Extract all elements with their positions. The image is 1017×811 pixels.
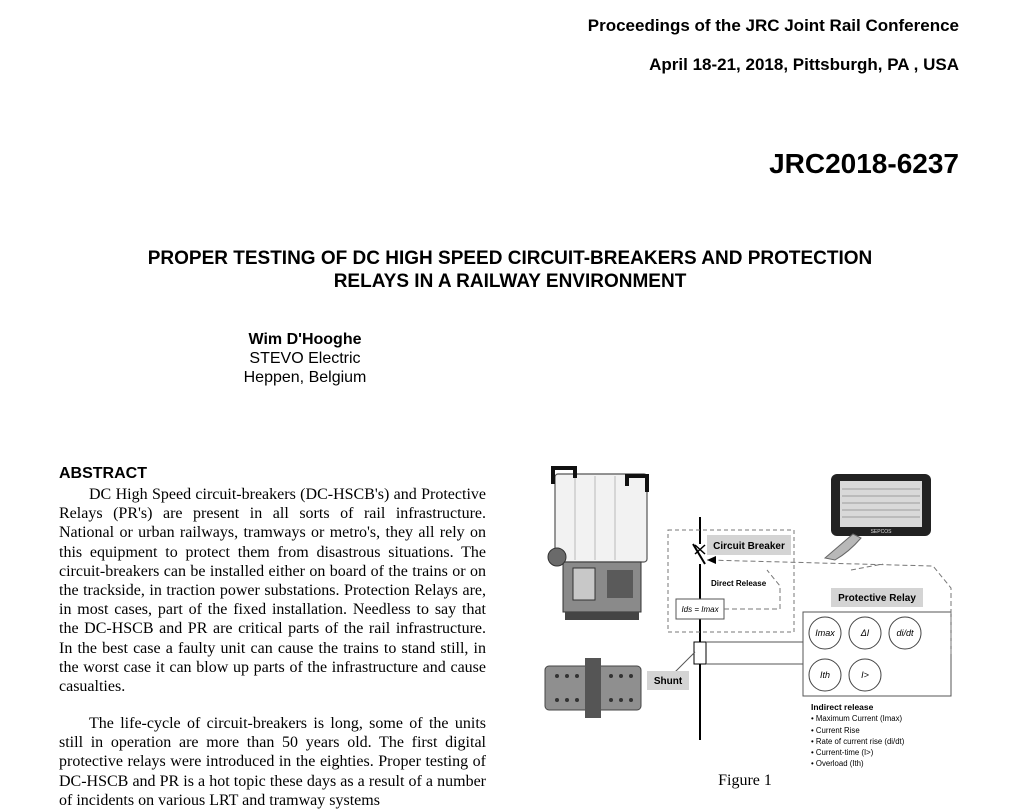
author-name: Wim D'Hooghe: [248, 331, 362, 348]
paper-title: [110, 247, 910, 293]
figure-diagram: [535, 462, 960, 772]
direct-release-label: Direct Release: [711, 579, 767, 588]
paper-id: JRC2018-6237: [769, 148, 959, 179]
indirect-release-title: Indirect release: [811, 702, 874, 712]
protective-relay-label: Protective Relay: [838, 593, 916, 604]
tablet-brand-label: SEPCOS: [870, 529, 892, 535]
abstract-paragraph-1: DC High Speed circuit-breakers (DC-HSCB's) and Protective Relays (PR's) are present in all sorts of rail infrastructure. National or urban railways, tramways or metro's, they all rely on this equipment to protect them from disastrous situations. The circuit-breakers can be installed either on board of the trains or on the trackside, in traction power substations. Protection Relays are, in most cases, part of the fixed installation. Needless to say that the DC-HSCB and PR are critical parts of the rail infrastructure. In the best case a faulty unit can cause the trains to stand still, in the worst case it can blow up parts of the infrastructure and cause casualties.: [59, 486, 486, 696]
circuit-breaker-device-image: [548, 468, 647, 620]
shunt-device-image: [545, 658, 641, 718]
indirect-release-item-1: • Maximum Current (Imax): [811, 714, 903, 723]
delta-i-label: ΔI: [860, 628, 870, 638]
imax-label: Imax: [815, 628, 835, 638]
indirect-release-arrow: [707, 556, 716, 564]
circuit-main-line: [693, 517, 705, 740]
indirect-release-path-tablet: [851, 564, 883, 570]
indirect-release-item-3: • Rate of current rise (di/dt): [811, 737, 905, 746]
abstract-paragraph-2: The life-cycle of circuit-breakers is long, some of the units still in operation are more than 50 years old. The first digital protective relays were introduced in the eighties. Proper testing of DC-HSCB and PR is a hot topic these days as a result of a number of incidents on various LRT and tramway systems: [59, 715, 486, 809]
author-affiliation: STEVO Electric: [249, 350, 361, 367]
ith-label: Ith: [819, 670, 831, 680]
paper-title-line-1: PROPER TESTING OF DC HIGH SPEED CIRCUIT-BREAKERS AND PROTECTION: [147, 248, 873, 269]
shunt-pointer: [673, 652, 695, 674]
direct-release-path: [724, 570, 780, 609]
indirect-release-item-4: • Current-time (I>): [811, 748, 874, 757]
circuit-breaker-label: Circuit Breaker: [713, 541, 785, 552]
figure-caption: Figure 1: [718, 772, 772, 789]
author-block: [215, 330, 395, 387]
conference-title: Proceedings of the JRC Joint Rail Conference: [587, 16, 959, 35]
shunt-element: [694, 642, 706, 664]
ids-imax-label: Ids = Imax: [681, 605, 719, 614]
conference-date-location: April 18-21, 2018, Pittsburgh, PA , USA: [649, 55, 959, 74]
di-dt-label: di/dt: [896, 628, 914, 638]
author-location: Heppen, Belgium: [243, 369, 367, 386]
paper-title-line-2: RELAYS IN A RAILWAY ENVIRONMENT: [333, 271, 687, 292]
indirect-release-item-2: • Current Rise: [811, 726, 860, 735]
tablet-device-image: [825, 474, 931, 560]
abstract-heading: ABSTRACT: [59, 465, 147, 482]
indirect-release-item-5: • Overload (Ith): [811, 759, 864, 768]
shunt-label: Shunt: [653, 676, 683, 687]
i-gt-label: I>: [861, 670, 869, 680]
